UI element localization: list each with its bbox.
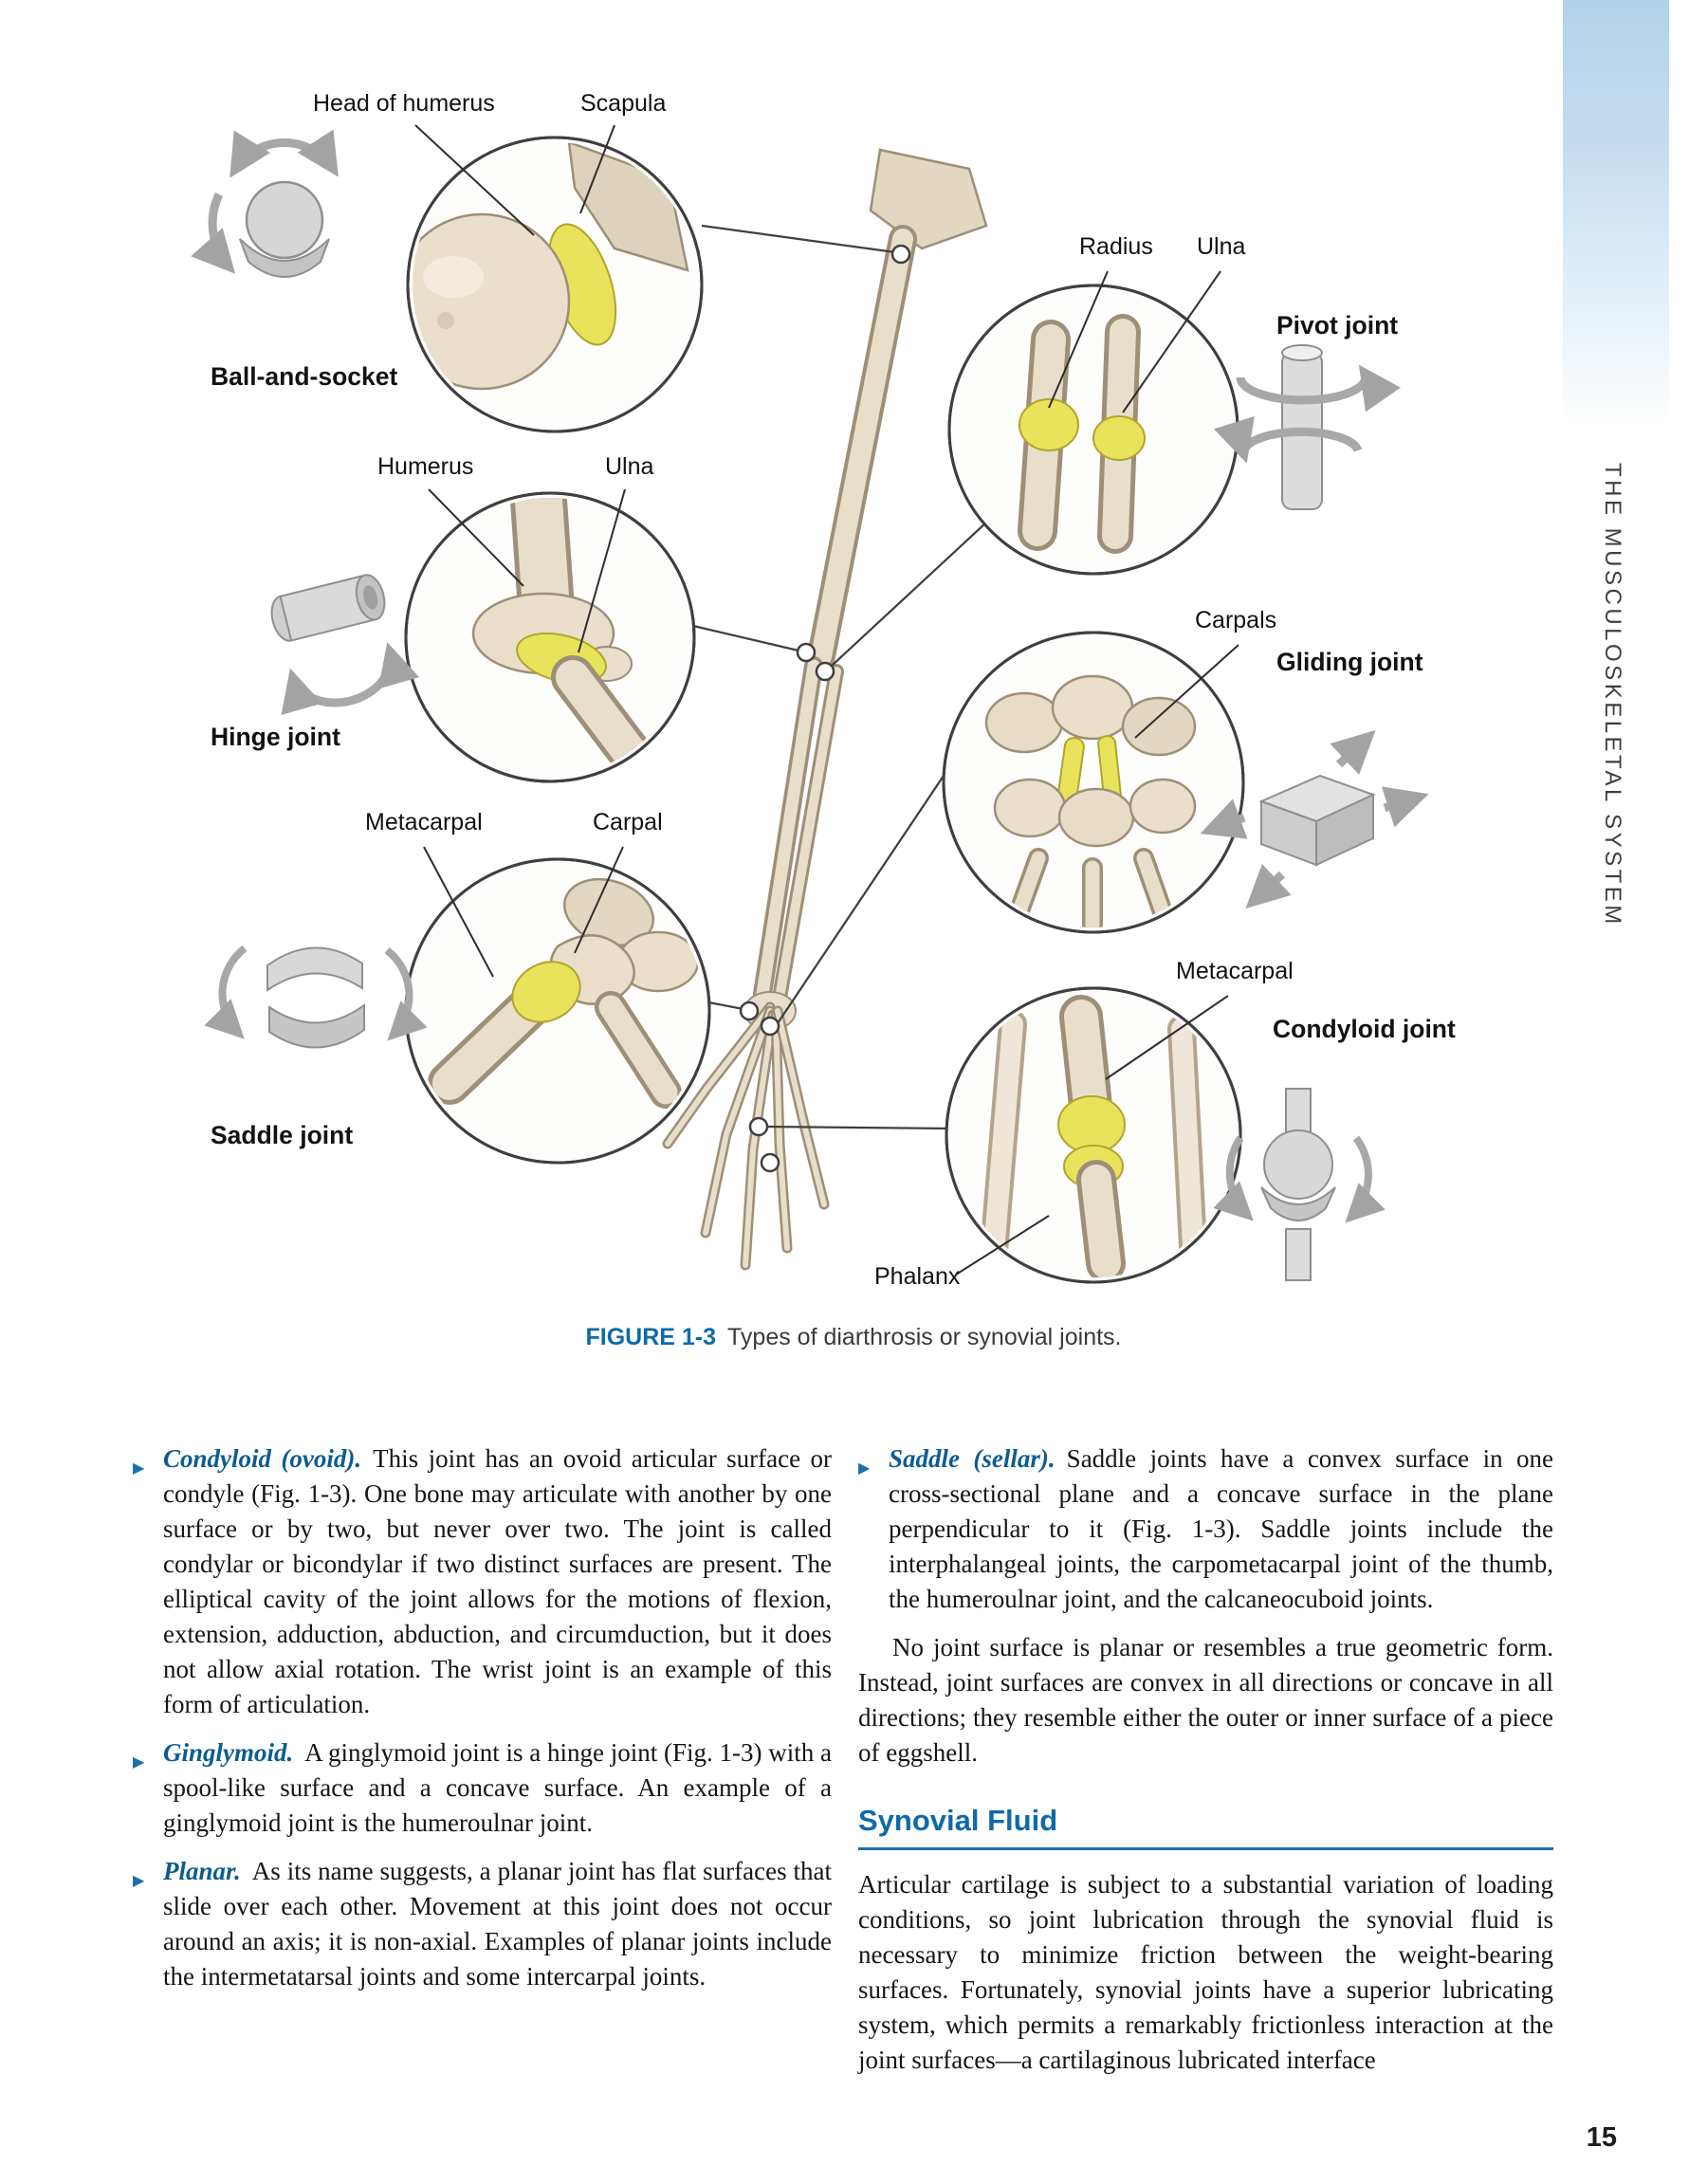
figure-caption — [0, 1324, 1707, 1351]
arm-skeleton — [668, 150, 986, 1265]
pivot-joint-callout — [949, 285, 1238, 574]
bullet-condyloid-lead: Condyloid (ovoid). — [163, 1444, 362, 1473]
bullet-triangle-icon: ▶ — [133, 1871, 145, 1889]
ulna-pivot-label: Ulna — [1197, 233, 1246, 260]
radius-label: Radius — [1079, 233, 1153, 260]
figure-caption-label: FIGURE 1-3 — [585, 1324, 717, 1350]
synovial-fluid-heading: Synovial Fluid — [858, 1803, 1553, 1850]
bullet-saddle-body: Saddle joints have a convex surface in one cross-sectional plane and a concave surface in the plane perpendicular to it (Fig. 1-3). Saddle joints include the interphalangeal joints, the carpometacarpal joint of the thumb, the humeroulnar joint, and the calcaneocuboid joints. — [889, 1444, 1553, 1613]
bullet-planar-text — [163, 1854, 832, 1994]
saddle-joint-label: Saddle joint — [211, 1121, 354, 1149]
condyloid-joint-motion-icon — [1230, 1089, 1368, 1280]
pivot-joint-motion-icon — [1240, 345, 1366, 509]
phalanx-label: Phalanx — [874, 1263, 961, 1290]
bullet-triangle-icon: ▶ — [133, 1753, 145, 1771]
ball-and-socket-callout — [381, 138, 702, 438]
saddle-joint-callout — [406, 859, 709, 1163]
ball-and-socket-label: Ball-and-socket — [211, 362, 398, 391]
page-number: 15 — [1586, 2122, 1617, 2153]
metacarpal-condyloid-label: Metacarpal — [1176, 958, 1294, 984]
bullet-condyloid — [133, 1441, 832, 1722]
pivot-joint-label: Pivot joint — [1276, 311, 1399, 340]
bullet-condyloid-body: This joint has an ovoid articular surface or condyle (Fig. 1-3). One bone may articulate with another by one surface or by two, but never over two. The joint is called condylar or bicondylar if two distinct surfaces are present. The elliptical cavity of the joint allows for the motions of flexion, extension, adduction, abduction, and circumduction, but it does not allow axial rotation. The wrist joint is an example of this form of articulation. — [163, 1444, 832, 1718]
ulna-hinge-label: Ulna — [605, 453, 654, 480]
bullet-ginglymoid-lead: Ginglymoid. — [163, 1738, 294, 1767]
carpals-label: Carpals — [1195, 607, 1277, 633]
synovial-fluid-paragraph: Articular cartilage is subject to a substantial variation of loading conditions, so joint lubrication through the synovial fluid is necessary to minimize friction between the weight-bearing surfaces. Fortunately, synovial joints have a superior lubricating system, which permits a remarkably frictionless interaction at the joint surfaces—a cartilaginous lubricated interface — [858, 1870, 1553, 2074]
ball-and-socket-motion-icon — [212, 142, 334, 277]
hinge-joint-motion-icon — [267, 572, 407, 714]
saddle-joint-motion-icon — [222, 947, 409, 1047]
bullet-planar — [133, 1854, 832, 1994]
bullet-condyloid-text — [163, 1441, 832, 1722]
metacarpal-saddle-label: Metacarpal — [365, 809, 483, 835]
bullet-saddle-text — [889, 1441, 1553, 1617]
carpal-label: Carpal — [593, 809, 663, 835]
scapula-label: Scapula — [580, 90, 667, 117]
bullet-ginglymoid — [133, 1735, 832, 1841]
bullet-triangle-icon: ▶ — [858, 1459, 871, 1477]
right-column — [858, 1441, 1553, 2078]
chapter-sidebar-title: THE MUSCULOSKELETAL SYSTEM — [1600, 463, 1625, 927]
left-column — [133, 1441, 832, 2008]
no-joint-paragraph: No joint surface is planar or resembles a true geometric form. Instead, joint surfaces are convex in all directions or concave in all directions; they resemble either the outer or inner surface of a piece of eggshell. — [858, 1633, 1553, 1767]
bullet-saddle-lead: Saddle (sellar). — [889, 1444, 1055, 1473]
figure-caption-text: Types of diarthrosis or synovial joints. — [727, 1324, 1122, 1350]
bullet-planar-body: As its name suggests, a planar joint has flat surfaces that slide over each other. Movement at this joint does not occur around an axis; it is non-axial. Examples of planar joints include the intermetatarsal joints and some intercarpal joints. — [163, 1857, 832, 1991]
hinge-joint-callout — [406, 493, 694, 781]
gliding-joint-label: Gliding joint — [1276, 648, 1423, 676]
bullet-planar-lead: Planar. — [163, 1857, 241, 1885]
gliding-joint-callout — [944, 633, 1243, 932]
bullet-saddle — [858, 1441, 1553, 1617]
bullet-triangle-icon: ▶ — [133, 1459, 145, 1477]
bullet-ginglymoid-text — [163, 1735, 832, 1841]
humerus-label: Humerus — [377, 453, 474, 480]
bullet-ginglymoid-body: A ginglymoid joint is a hinge joint (Fig. 1-3) with a spool-like surface and a concave surface. An example of a ginglymoid joint is the humeroulnar joint. — [163, 1738, 832, 1837]
condyloid-joint-callout — [946, 988, 1240, 1282]
head-of-humerus-label: Head of humerus — [313, 90, 495, 117]
hinge-joint-label: Hinge joint — [211, 723, 340, 751]
condyloid-joint-label: Condyloid joint — [1273, 1015, 1456, 1043]
